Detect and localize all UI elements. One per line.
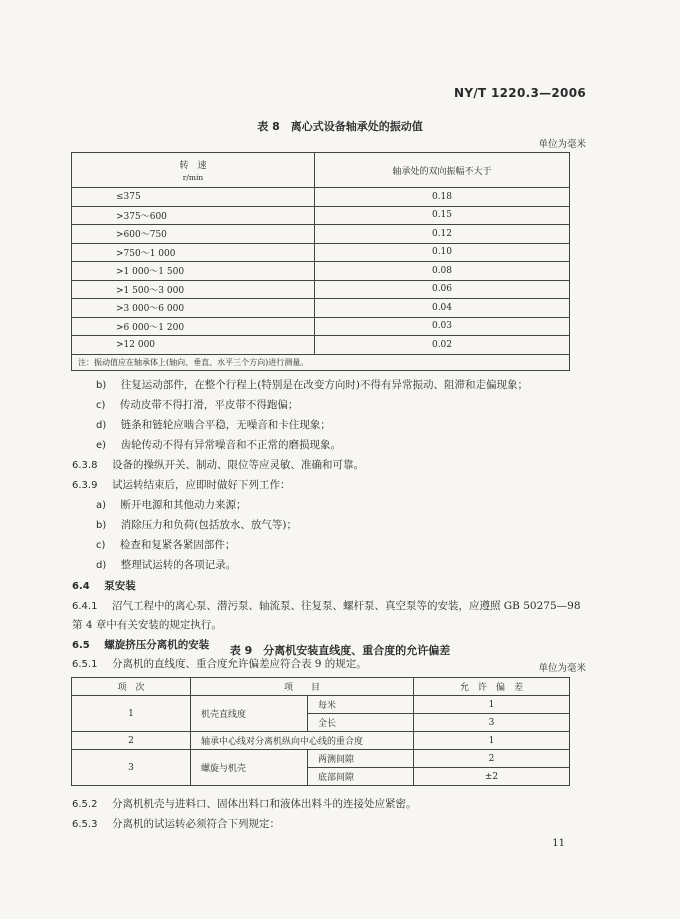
table9-caption: 表 9 分离机安装直线度、重合度的允许偏差: [229, 644, 451, 657]
section-6-5-heading: 6.5 螺旋挤压分离机的安装: [72, 639, 210, 651]
table-row: [72, 262, 570, 281]
list-item: b) 往复运动部件，在整个行程上(特别是在改变方向时)不得有异常振动、阻滞和走偏现象；: [96, 379, 528, 391]
table8-col2-header: 轴承处的双向振幅不大于: [315, 153, 570, 188]
table-row: [72, 299, 570, 318]
table8-col1-title: 转 速: [179, 161, 207, 171]
amp-cell: 0.04: [315, 299, 570, 318]
amp-cell: 0.10: [315, 243, 570, 262]
row-item-cell: 螺旋与机壳: [191, 750, 308, 786]
amp-cell: 0.06: [315, 280, 570, 299]
table8-col1-unit: r/min: [182, 173, 204, 182]
row-value-cell: 2: [414, 750, 570, 768]
row-subitem-cell: 全长: [308, 714, 414, 732]
speed-cell: >6 000～1 200: [72, 317, 315, 336]
clause-6-5-2: 6.5.2 分离机机壳与进料口、固体出料口和液体出料斗的连接处应紧密。: [72, 798, 417, 810]
list-item: c) 检查和复紧各紧固部件；: [96, 539, 236, 551]
row-value-cell: 1: [414, 696, 570, 714]
table-row: [72, 732, 570, 750]
table-row: [72, 696, 570, 714]
table9-unit: 单位为毫米: [538, 663, 586, 674]
speed-cell: >750～1 000: [72, 243, 315, 262]
table8-note-row: [72, 354, 570, 370]
row-value-cell: 3: [414, 714, 570, 732]
table8-header-row: [72, 153, 570, 188]
clause-6-4-1-continued: 第 4 章中有关安装的规定执行。: [72, 619, 222, 631]
table8-col1-header: [72, 153, 315, 188]
table9-header-no: 项 次: [72, 678, 191, 696]
amp-cell: 0.02: [315, 336, 570, 355]
row-subitem-cell: 每米: [308, 696, 414, 714]
table-row: [72, 280, 570, 299]
amp-cell: 0.03: [315, 317, 570, 336]
row-item-cell: 机壳直线度: [191, 696, 308, 732]
clause-6-4-1: 6.4.1 沼气工程中的离心泵、潜污泵、轴流泵、往复泵、螺杆泵、真空泵等的安装，应遵照 GB 50275—98: [72, 600, 581, 612]
row-value-cell: 1: [414, 732, 570, 750]
table9-header-row: [72, 678, 570, 696]
speed-cell: >1 000～1 500: [72, 262, 315, 281]
table-row: [72, 317, 570, 336]
standard-code: NY/T 1220.3—2006: [454, 86, 586, 100]
row-no-cell: 1: [72, 696, 191, 732]
table-row: [72, 225, 570, 244]
table-row: [72, 206, 570, 225]
section-6-4-heading: 6.4 泵安装: [72, 580, 136, 592]
row-no-cell: 2: [72, 732, 191, 750]
table-row: [72, 750, 570, 768]
clause-6-3-9: 6.3.9 试运转结束后，应即时做好下列工作：: [72, 479, 291, 491]
clause-6-5-3: 6.5.3 分离机的试运转必须符合下列规定：: [72, 818, 280, 830]
table9: [71, 677, 570, 786]
amp-cell: 0.18: [315, 188, 570, 207]
row-subitem-cell: 底部间隙: [308, 768, 414, 786]
clause-6-3-8: 6.3.8 设备的操纵开关、制动、限位等应灵敏、准确和可靠。: [72, 459, 364, 471]
list-item: e) 齿轮传动不得有异常噪音和不正常的磨损现象。: [96, 439, 342, 451]
list-item: d) 整理试运转的各项记录。: [96, 559, 237, 571]
clause-6-5-1: 6.5.1 分离机的直线度、重合度允许偏差应符合表 9 的规定。: [72, 658, 367, 670]
table-row: [72, 336, 570, 355]
amp-cell: 0.15: [315, 206, 570, 225]
table8-caption: 表 8 离心式设备轴承处的振动值: [257, 120, 423, 133]
table8-unit: 单位为毫米: [538, 139, 586, 150]
table8: [71, 152, 570, 371]
amp-cell: 0.08: [315, 262, 570, 281]
list-item: a) 断开电源和其他动力来源；: [96, 499, 247, 511]
list-item: c) 传动皮带不得打滑，平皮带不得跑偏；: [96, 399, 299, 411]
row-subitem-cell: 两测间隙: [308, 750, 414, 768]
page-number: 11: [552, 838, 565, 849]
row-no-cell: 3: [72, 750, 191, 786]
table-row: [72, 188, 570, 207]
row-item-cell: 轴承中心线对分离机纵向中心线的重合度: [191, 732, 414, 750]
speed-cell: >12 000: [72, 336, 315, 355]
table8-note: 注：振动值应在轴承体上(轴向、垂直、水平三个方向)进行测量。: [72, 354, 570, 370]
speed-cell: >600～750: [72, 225, 315, 244]
amp-cell: 0.12: [315, 225, 570, 244]
table-row: [72, 243, 570, 262]
list-item: d) 链条和链轮应啮合平稳，无噪音和卡住现象；: [96, 419, 331, 431]
speed-cell: >1 500～3 000: [72, 280, 315, 299]
row-value-cell: ±2: [414, 768, 570, 786]
table9-header-tolerance: 允 许 偏 差: [414, 678, 570, 696]
speed-cell: >375～600: [72, 206, 315, 225]
speed-cell: ≤375: [72, 188, 315, 207]
list-item: b) 消除压力和负荷(包括放水、放气等)；: [96, 519, 297, 531]
speed-cell: >3 000～6 000: [72, 299, 315, 318]
table9-header-item: 项 目: [191, 678, 414, 696]
